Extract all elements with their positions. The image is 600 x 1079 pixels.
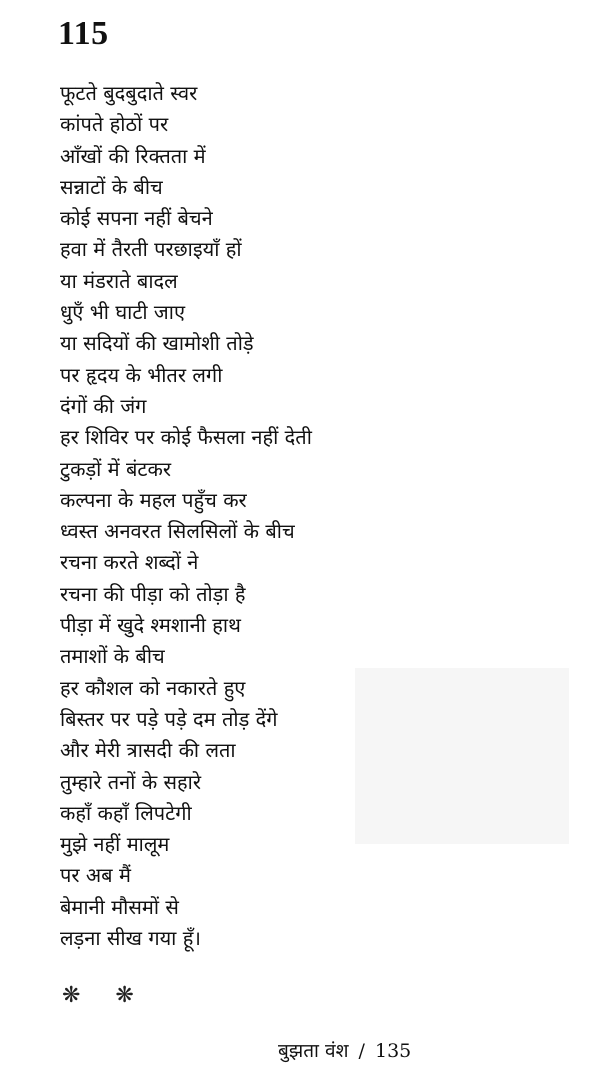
poem-line: कहाँ कहाँ लिपटेगी	[60, 800, 192, 825]
poem-line: और मेरी त्रासदी की लता	[60, 738, 236, 763]
poem-body	[60, 78, 560, 954]
poem-line: हवा में तैरती परछाइयाँ हों	[60, 237, 242, 262]
poem-line: तमाशों के बीच	[60, 644, 165, 669]
poem-line: रचना करते शब्दों ने	[60, 550, 199, 575]
poem-line: रचना की पीड़ा को तोड़ा है	[60, 581, 246, 606]
poem-line: पर अब मैं	[60, 863, 131, 888]
footer-page-number: 135	[375, 1040, 412, 1062]
poem-line: या सदियों की खामोशी तोड़े	[60, 331, 254, 356]
poem-line: लड़ना सीख गया हूँ।	[60, 926, 201, 951]
poem-number: 115	[58, 15, 109, 52]
poem-line: ध्वस्त अनवरत सिलसिलों के बीच	[60, 519, 295, 544]
poem-line: हर शिविर पर कोई फैसला नहीं देती	[60, 425, 312, 450]
poem-line: बिस्तर पर पड़े पड़े दम तोड़ देंगे	[60, 706, 278, 731]
poem-line: फूटते बुदबुदाते स्वर	[60, 81, 198, 105]
page-footer	[278, 1038, 411, 1064]
ornament-flowers: ❋ ❋	[62, 983, 148, 1008]
poem-line: टुकड़ों में बंटकर	[60, 456, 172, 481]
poem-line: तुम्हारे तनों के सहारे	[60, 769, 202, 794]
poem-line: सन्नाटों के बीच	[60, 174, 163, 199]
poem-line: हर कौशल को नकारते हुए	[60, 675, 246, 700]
footer-book-title: बुझता वंश	[278, 1040, 349, 1062]
poem-line: दंगों की जंग	[60, 393, 147, 418]
footer-separator: /	[358, 1040, 365, 1062]
poem-line: आँखों की रिक्तता में	[60, 143, 206, 168]
poem-line: या मंडराते बादल	[60, 268, 178, 293]
poem-line: बेमानी मौसमों से	[60, 894, 179, 919]
poem-line: पीड़ा में खुदे श्मशानी हाथ	[60, 613, 241, 638]
poem-line: पर हृदय के भीतर लगी	[60, 362, 223, 387]
poem-line: धुएँ भी घाटी जाए	[60, 300, 186, 325]
poem-line: कोई सपना नहीं बेचने	[60, 206, 213, 231]
poem-line: मुझे नहीं मालूम	[60, 832, 170, 857]
poem-line: कल्पना के महल पहुँच कर	[60, 487, 247, 512]
poem-line: कांपते होठों पर	[60, 112, 169, 137]
